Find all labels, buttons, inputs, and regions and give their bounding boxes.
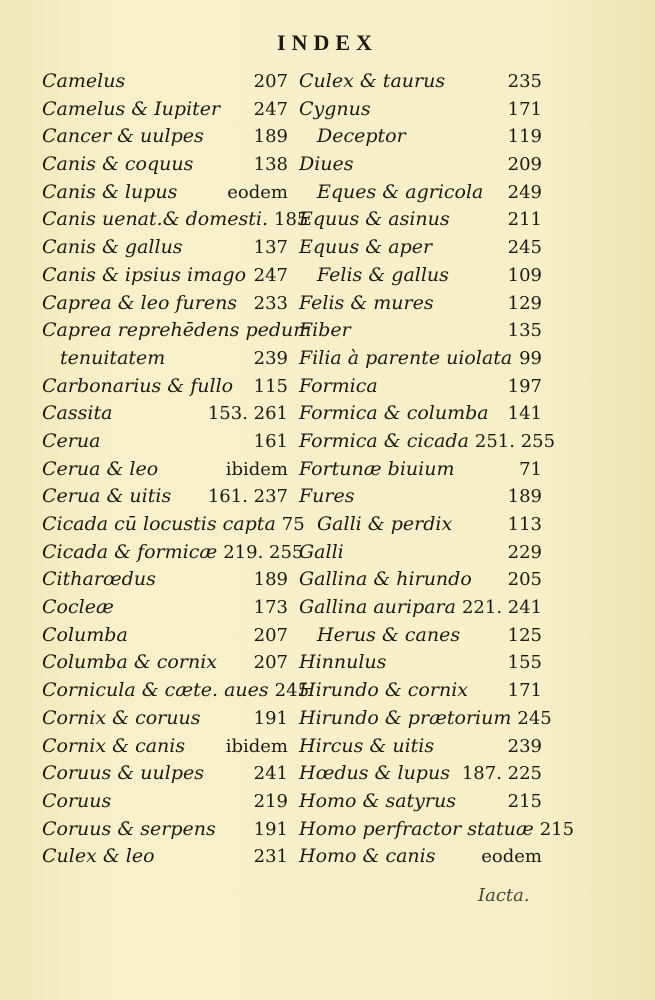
index-term: Canis & gallus bbox=[42, 236, 183, 259]
index-entry bbox=[299, 677, 542, 705]
page-reference: 249 bbox=[507, 181, 542, 203]
index-entry bbox=[299, 373, 542, 401]
index-entry bbox=[42, 373, 288, 401]
index-term: Equus & asinus bbox=[299, 208, 450, 231]
page-reference: 221. 241 bbox=[461, 597, 543, 619]
index-term: Cocleæ bbox=[42, 596, 114, 619]
index-term: Columba & cornix bbox=[42, 651, 217, 674]
page-reference: 219 bbox=[253, 790, 288, 812]
index-term: Herus & canes bbox=[317, 623, 461, 646]
index-entry bbox=[299, 290, 542, 318]
page-reference: 231 bbox=[253, 846, 288, 868]
page-reference: 191 bbox=[253, 818, 288, 840]
index-entry bbox=[299, 234, 542, 262]
index-column-left bbox=[42, 68, 312, 871]
index-term: Formica & cicada bbox=[299, 429, 469, 452]
index-entry bbox=[299, 206, 542, 234]
index-term: Homo & satyrus bbox=[299, 789, 456, 812]
index-entry bbox=[42, 345, 288, 373]
index-term: Culex & taurus bbox=[299, 70, 446, 92]
index-term: Coruus bbox=[42, 789, 112, 812]
index-term: Cicada & formicæ bbox=[42, 540, 218, 563]
index-term: Carbonarius & fullo bbox=[42, 374, 234, 397]
index-entry bbox=[299, 816, 575, 844]
page-reference: 251. 255 bbox=[474, 430, 556, 452]
index-term: Fortunæ biuium bbox=[299, 457, 455, 480]
page-reference: ibidem bbox=[225, 735, 288, 757]
index-entry bbox=[42, 788, 288, 816]
page-reference: 189 bbox=[253, 126, 288, 148]
index-term: Galli bbox=[299, 540, 344, 563]
index-entry bbox=[299, 566, 542, 594]
page-reference: 185 bbox=[274, 209, 309, 231]
index-term: Formica bbox=[299, 374, 378, 397]
page-reference: 207 bbox=[253, 652, 288, 674]
page-reference: 207 bbox=[253, 624, 288, 646]
index-term: Homo perfractor statuæ bbox=[299, 817, 534, 840]
index-entry bbox=[42, 843, 288, 871]
index-term: Caprea & leo furens bbox=[42, 291, 238, 314]
page-reference: 233 bbox=[253, 292, 288, 314]
index-term: Cygnus bbox=[299, 97, 371, 120]
page-reference: 241 bbox=[253, 763, 288, 785]
index-term: Columba bbox=[42, 623, 128, 646]
index-term: Felis & mures bbox=[299, 291, 434, 314]
page-reference: 171 bbox=[507, 98, 542, 120]
page-reference: 197 bbox=[507, 375, 542, 397]
index-term: Hircus & uitis bbox=[299, 734, 435, 757]
index-term: tenuitatem bbox=[60, 346, 166, 369]
page-reference: 187. 225 bbox=[461, 763, 542, 785]
index-entry bbox=[42, 677, 310, 705]
index-term: Gallina auripara bbox=[299, 596, 456, 619]
index-entry bbox=[299, 539, 542, 567]
index-term: Gallina & hirundo bbox=[299, 568, 472, 591]
index-entry bbox=[42, 317, 312, 345]
index-entry bbox=[299, 622, 542, 650]
index-entry bbox=[42, 428, 288, 456]
index-term: Deceptor bbox=[317, 125, 406, 148]
index-term: Eques & agricola bbox=[317, 180, 484, 203]
page-reference: 239 bbox=[507, 735, 542, 757]
index-entry bbox=[299, 760, 542, 788]
index-entry bbox=[299, 151, 542, 179]
page-reference: 215 bbox=[539, 818, 575, 840]
page-reference: 189 bbox=[253, 569, 288, 591]
index-entry bbox=[42, 234, 288, 262]
index-entry bbox=[299, 649, 542, 677]
index-term: Galli & perdix bbox=[317, 513, 453, 535]
page-reference: 247 bbox=[253, 98, 288, 120]
index-term: Canis uenat.& domesti. bbox=[42, 208, 269, 231]
page-reference: 189 bbox=[507, 486, 542, 508]
index-entry bbox=[299, 123, 542, 151]
index-term: Fiber bbox=[299, 319, 351, 342]
index-term: Caprea reprehēdens pedum bbox=[42, 319, 312, 342]
index-entry bbox=[42, 290, 288, 318]
page-reference: 161. 237 bbox=[207, 486, 288, 508]
page-reference: 113 bbox=[507, 514, 542, 535]
index-term: Diues bbox=[299, 153, 354, 176]
index-entry bbox=[42, 733, 288, 761]
index-term: Formica & columba bbox=[299, 402, 489, 425]
index-term: Cicada cū locustis capta bbox=[42, 513, 276, 535]
page-reference: 161 bbox=[253, 430, 288, 452]
index-entry bbox=[299, 705, 552, 733]
page-reference: 191 bbox=[253, 707, 288, 729]
page-reference: 135 bbox=[507, 320, 542, 342]
page-reference: 211 bbox=[507, 209, 542, 231]
index-term: Cerua & uitis bbox=[42, 485, 172, 508]
index-entry bbox=[42, 262, 288, 290]
index-entry bbox=[299, 179, 542, 207]
index-term: Culex & leo bbox=[42, 845, 155, 868]
index-entry bbox=[42, 151, 288, 179]
page-reference: 171 bbox=[507, 680, 542, 702]
page-reference: 239 bbox=[253, 347, 288, 369]
index-term: Hœdus & lupus bbox=[299, 762, 450, 785]
page-reference: 153. 261 bbox=[207, 403, 288, 425]
index-term: Cerua & leo bbox=[42, 457, 159, 480]
index-entry bbox=[42, 400, 288, 428]
index-term: Camelus bbox=[42, 70, 126, 92]
page-reference: 141 bbox=[507, 403, 542, 425]
index-entry bbox=[42, 760, 288, 788]
index-entry bbox=[42, 68, 288, 96]
index-entry bbox=[42, 206, 309, 234]
index-entry bbox=[299, 456, 542, 484]
index-entry bbox=[299, 843, 542, 871]
index-entry bbox=[42, 456, 288, 484]
index-term: Cornicula & cæte. aues bbox=[42, 679, 269, 702]
index-term: Canis & coquus bbox=[42, 153, 194, 176]
index-entry bbox=[299, 345, 542, 373]
page-reference: 209 bbox=[507, 154, 542, 176]
page-reference: 109 bbox=[507, 264, 542, 286]
page-title: INDEX bbox=[277, 30, 378, 55]
index-entry bbox=[299, 483, 542, 511]
index-term: Cornix & coruus bbox=[42, 706, 201, 729]
index-entry bbox=[42, 539, 304, 567]
index-entry bbox=[42, 649, 288, 677]
index-entry bbox=[299, 262, 542, 290]
index-term: Hirundo & cornix bbox=[299, 679, 468, 702]
index-term: Filia à parente uiolata bbox=[299, 346, 513, 369]
page-reference: 115 bbox=[253, 375, 288, 397]
index-term: Felis & gallus bbox=[317, 263, 449, 286]
index-term: Cassita bbox=[42, 402, 113, 425]
page-reference: 173 bbox=[253, 597, 288, 619]
page-reference: 247 bbox=[253, 264, 288, 286]
index-entry bbox=[42, 816, 288, 844]
index-entry bbox=[299, 428, 556, 456]
index-entry bbox=[42, 705, 288, 733]
index-term: Coruus & uulpes bbox=[42, 762, 204, 785]
page-reference: eodem bbox=[481, 846, 542, 868]
page-reference: 155 bbox=[507, 652, 542, 674]
index-entry bbox=[299, 594, 542, 622]
index-entry bbox=[42, 594, 288, 622]
page-reference: 138 bbox=[253, 154, 288, 176]
index-term: Citharœdus bbox=[42, 568, 156, 591]
page-reference: 75 bbox=[281, 514, 305, 535]
page-reference: ibidem bbox=[225, 458, 288, 480]
index-term: Camelus & Iupiter bbox=[42, 97, 221, 120]
index-entry bbox=[299, 96, 542, 124]
page-reference: 245 bbox=[274, 680, 310, 702]
index-entry bbox=[299, 511, 542, 539]
index-entry bbox=[299, 317, 542, 345]
index-entry bbox=[299, 68, 542, 96]
index-term: Cancer & uulpes bbox=[42, 125, 204, 148]
index-column-right bbox=[299, 68, 575, 871]
page-reference: 245 bbox=[517, 707, 552, 729]
page-reference: 119 bbox=[507, 126, 542, 148]
page-reference: 71 bbox=[519, 458, 542, 480]
index-entry bbox=[42, 96, 288, 124]
index-term: Coruus & serpens bbox=[42, 817, 216, 840]
page-reference: 219. 255 bbox=[223, 541, 304, 563]
index-entry bbox=[42, 483, 288, 511]
page-reference: 99 bbox=[519, 347, 542, 369]
page-reference: 125 bbox=[507, 624, 542, 646]
index-entry bbox=[42, 622, 288, 650]
index-entry bbox=[299, 400, 542, 428]
index-term: Fures bbox=[299, 485, 355, 508]
index-entry bbox=[42, 179, 288, 207]
page-reference: 215 bbox=[507, 790, 542, 812]
index-term: Hirundo & prætorium bbox=[299, 706, 512, 729]
index-term: Cerua bbox=[42, 429, 101, 452]
page-reference: eodem bbox=[227, 181, 288, 203]
page-reference: 235 bbox=[507, 71, 542, 92]
index-entry bbox=[42, 511, 305, 539]
index-entry bbox=[299, 788, 542, 816]
index-term: Cornix & canis bbox=[42, 734, 186, 757]
index-entry bbox=[42, 566, 288, 594]
index-term: Canis & lupus bbox=[42, 180, 178, 203]
page-reference: 245 bbox=[507, 237, 542, 259]
page-reference: 205 bbox=[507, 569, 542, 591]
index-entry bbox=[42, 123, 288, 151]
index-entry bbox=[299, 733, 542, 761]
index-term: Equus & aper bbox=[299, 236, 433, 259]
index-term: Homo & canis bbox=[299, 845, 436, 868]
catchword: Iacta. bbox=[478, 885, 530, 906]
page-reference: 229 bbox=[507, 541, 542, 563]
page-reference: 129 bbox=[507, 292, 542, 314]
page-reference: 137 bbox=[253, 237, 288, 259]
index-term: Hinnulus bbox=[299, 651, 387, 674]
index-term: Canis & ipsius imago bbox=[42, 263, 247, 286]
page-reference: 207 bbox=[253, 71, 288, 92]
